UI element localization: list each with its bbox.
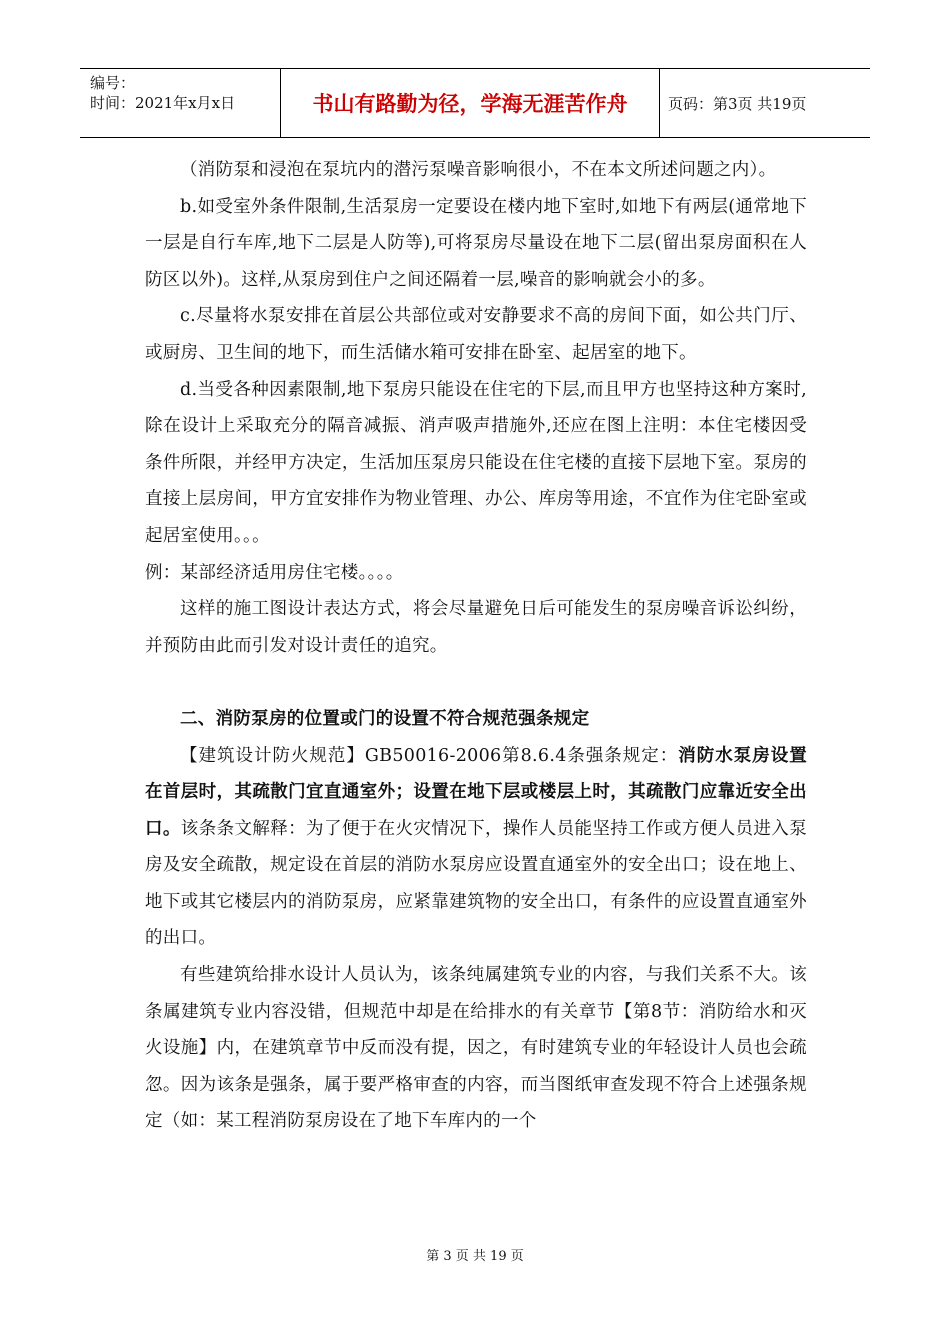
document-body — [145, 152, 807, 1140]
regulation-text: 消防水泵房设置在首层时，其疏散门宜直通室外；设置在地下层或楼层上时，其疏散门应靠近安全出口。 — [145, 745, 807, 839]
paragraph-example: 例：某部经济适用房住宅楼。。。。 — [145, 562, 404, 583]
paragraph: （消防泵和浸泡在泵坑内的潜污泵噪音影响很小，不在本文所述问题之内）。 — [180, 160, 777, 180]
header-motto: 书山有路勤为径，学海无涯苦作舟 — [281, 69, 660, 137]
section-paragraph — [145, 738, 807, 958]
paragraph: d.当受各种因素限制,地下泵房只能设在住宅的下层,而且甲方也坚持这种方案时,除在设计上采取充分的隔音减振、消声吸声措施外,还应在图上注明：本住宅楼因受条件所限，并经甲方决定，生活加压泵房只能设在住宅楼的直接下层地下室。泵房的直接上层房间，甲方宜安排作为物业管理、办公、库房等用途，不宜作为住宅卧室或起居室使用。。。 — [145, 379, 807, 546]
blank-line — [145, 664, 807, 701]
header-page-number: 页码：第3页 共19页 — [668, 95, 807, 113]
paragraph: b.如受室外条件限制,生活泵房一定要设在楼内地下室时,如地下有两层(通常地下一层是自行车库,地下二层是人防等),可将泵房尽量设在地下二层(留出泵房面积在人防区以外)。这样,从泵房到住户之间还隔着一层,噪音的影响就会小的多。 — [145, 196, 807, 290]
paragraph: 这样的施工图设计表达方式，将会尽量避免日后可能发生的泵房噪音诉讼纠纷，并预防由此而引发对设计责任的追究。 — [145, 599, 807, 656]
page-footer: 第 3 页 共 19 页 — [426, 1249, 524, 1264]
code-label: 编号： — [90, 74, 136, 92]
regulation-explanation: 该条条文解释：为了便于在火灾情况下，操作人员能坚持工作或方便人员进入泵房及安全疏散，规定设在首层的消防水泵房应设置直通室外的安全出口；设在地上、地下或其它楼层内的消防泵房，应紧靠建筑物的安全出口，有条件的应设置直通室外的出口。 — [145, 818, 807, 949]
section-heading: 二、消防泵房的位置或门的设置不符合规范强条规定 — [180, 708, 590, 729]
date-label: 时间：2021年x月x日 — [90, 94, 236, 112]
section-paragraph: 有些建筑给排水设计人员认为，该条纯属建筑专业的内容，与我们关系不大。该条属建筑专业内容没错，但规范中却是在给排水的有关章节【第8节：消防给水和灭火设施】内，在建筑章节中反而没有提，因之，有时建筑专业的年轻设计人员也会疏忽。因为该条是强条，属于要严格审查的内容，而当图纸审查发现不符合上述强条规定（如：某工程消防泵房设在了地下车库内的一个 — [145, 965, 807, 1132]
page-header — [80, 68, 870, 138]
header-meta — [80, 69, 281, 137]
regulation-citation: 【建筑设计防火规范】GB50016-2006第8.6.4条强条规定： — [180, 745, 679, 766]
paragraph: c.尽量将水泵安排在首层公共部位或对安静要求不高的房间下面，如公共门厅、或厨房、卫生间的地下，而生活储水箱可安排在卧室、起居室的地下。 — [145, 306, 807, 363]
